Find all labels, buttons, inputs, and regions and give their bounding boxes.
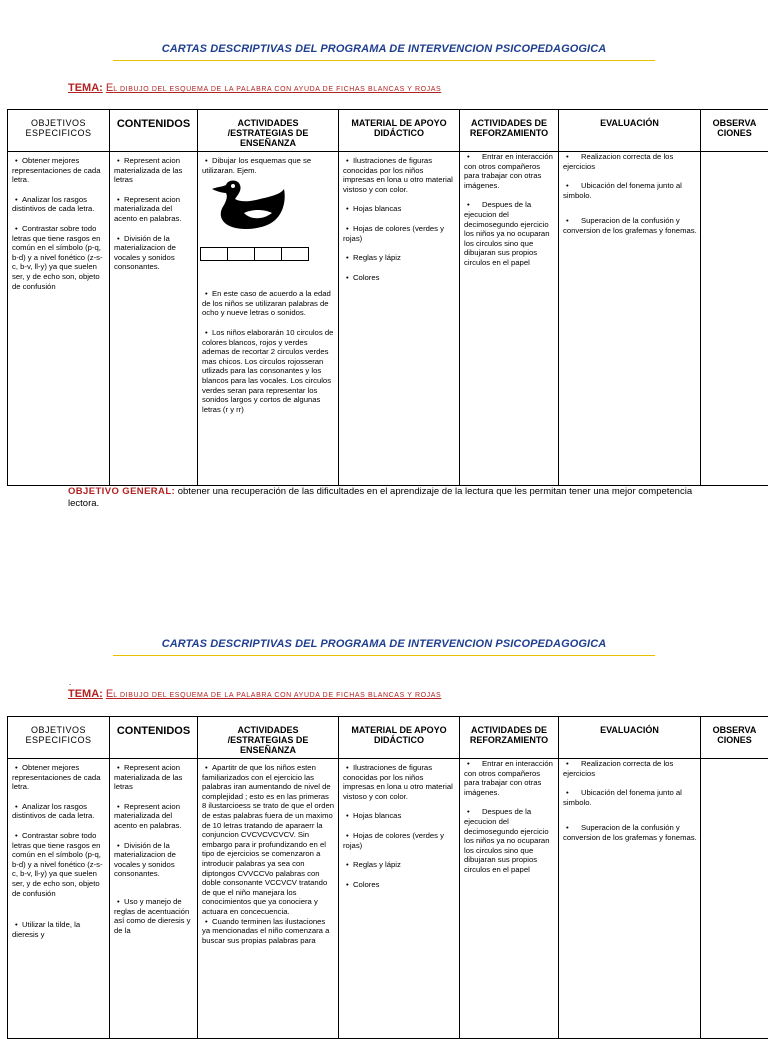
material-cell-2: • Ilustraciones de figuras conocidas por los niños impresas en lona u otro material vistoso y con color. • Hojas blancas • Hojas de colores (verdes y rojas) • Reglas y lápiz • Colores [339, 759, 460, 1039]
contenidos-cell-2: • Represent acion materializada de las letras • Represent acion materializada del acento en palabras. • División de la materializacion de vocales y sonidos consonantes. • Uso y manejo de reglas de acentuación así como de dieresis y de la [110, 759, 198, 1039]
header-contenidos-2: CONTENIDOS [110, 717, 198, 759]
refuerzo-cell: • Entrar en interacción con otros compañeros para trabajar con otras imágenes. • Despues de la ejecucion del decimosegundo ejercicio los niños ya no ocuparan los circulos sino que dibujaran sus propios circulos en el papel [460, 152, 559, 486]
header-refuerzo-2: ACTIVIDADES DE REFORZAMIENTO [460, 717, 559, 759]
tema-label-2: TEMA: [68, 688, 103, 700]
tema-text-2: L DIBUJO DEL ESQUEMA DE LA PALABRA CON AYUDA DE FICHAS BLANCAS Y ROJAS [113, 692, 441, 699]
header-objetivos-2: OBJETIVOS ESPECIFICOS [8, 717, 110, 759]
objetivos-cell-2: • Obtener mejores representaciones de cada letra. • Analizar los rasgos distintivos de cada letra. • Contrastar sobre todo letras que tiene rasgos en común en el símbolo (p-q, b-d) y a nivel fonético (z-s-c, b-v, ll-y) ya que suelen ser, y de echo son, objeto de confusión • Utilizar la tilde, la dieresis y [8, 759, 110, 1039]
header-observaciones: OBSERVA CIONES [701, 110, 768, 152]
evaluacion-cell: • Realizacion correcta de los ejercicios • Ubicación del fonema junto al simbolo. • Superacion de la confusión y conversion de los grafemas y fonemas. [559, 152, 701, 486]
stray-dot: . [69, 678, 71, 687]
title-underline [113, 60, 655, 61]
tema-text: L DIBUJO DEL ESQUEMA DE LA PALABRA CON AYUDA DE FICHAS BLANCAS Y ROJAS [113, 86, 441, 93]
title-underline-2 [113, 655, 655, 656]
tema-line-2 [68, 688, 441, 700]
header-evaluacion-2: EVALUACIÓN [559, 717, 701, 759]
tema-line [68, 82, 441, 94]
tema-initial-2: E [106, 688, 113, 700]
header-evaluacion: EVALUACIÓN [559, 110, 701, 152]
evaluacion-cell-2: • Realizacion correcta de los ejercicios • Ubicación del fonema junto al simbolo. • Superacion de la confusión y conversion de los grafemas y fonemas. [559, 759, 701, 1039]
header-contenidos: CONTENIDOS [110, 110, 198, 152]
header-objetivos: OBJETIVOS ESPECIFICOS [8, 110, 110, 152]
header-material: MATERIAL DE APOYO DIDÁCTICO [339, 110, 460, 152]
material-cell: • Ilustraciones de figuras conocidas por los niños impresas en lona u otro material vistoso y con color. • Hojas blancas • Hojas de colores (verdes y rojas) • Reglas y lápiz • Colores [339, 152, 460, 486]
observaciones-cell [701, 152, 768, 486]
header-actividades-2: ACTIVIDADES /ESTRATEGIAS DE ENSEÑANZA [198, 717, 339, 759]
document-title-2: CARTAS DESCRIPTIVAS DEL PROGRAMA DE INTERVENCION PSICOPEDAGOGICA [0, 638, 768, 650]
header-refuerzo: ACTIVIDADES DE REFORZAMIENTO [460, 110, 559, 152]
header-observaciones-2: OBSERVA CIONES [701, 717, 768, 759]
objetivo-general-text: obtener una recuperación de las dificultades en el aprendizaje de la lectura que les permitan tener una mejor competencia lectora. [68, 486, 692, 509]
tema-label: TEMA: [68, 82, 103, 94]
observaciones-cell-2 [701, 759, 768, 1039]
header-material-2: MATERIAL DE APOYO DIDÁCTICO [339, 717, 460, 759]
contenidos-cell: • Represent acion materializada de las letras • Represent acion materializada del acento en palabras. • División de la materializacion de vocales y sonidos consonantes. [110, 152, 198, 486]
word-scheme-boxes [200, 247, 335, 261]
actividades-cell-2: • Apartitr de que los niños esten familiarizados con el ejercicio las palabras iran aumentando de nivel de complejidad ; esto es en las primeras 8 ilustarcioess se trato de que el orden de estas palabras fuera de un maximo de 10 letras tratando de aparaerr la conjuncion CVCVCVCVCV. Sin embargo para ir profundizando en el tipo de ejercicios se comenzaron a introducir palabras ya sea con diptongos CVVCCVo palabras con doble consonante VCCVCV tratando de que el niño manejara los conocimientos que ya conociera y actuara en concecuencia. • Cuando terminen las ilustaciones ya mencionadas el niño comenzara a buscar sus propias palabras para [198, 759, 339, 1039]
descriptive-table-2 [7, 716, 768, 1039]
objetivos-cell: • Obtener mejores representaciones de cada letra. • Analizar los rasgos distintivos de cada letra. • Contrastar sobre todo letras que tiene rasgos en común en el símbolo (p-q, b-d) y a nivel fonético (z-s-c, b-v, ll-y) ya que suelen ser, y de echo son, objeto de confusión [8, 152, 110, 486]
objetivo-general-label: OBJETIVO GENERAL: [68, 486, 175, 497]
descriptive-table-1 [7, 109, 768, 486]
tema-initial: E [106, 82, 113, 94]
header-actividades: ACTIVIDADES /ESTRATEGIAS DE ENSEÑANZA [198, 110, 339, 152]
duck-image [208, 177, 288, 237]
document-title: CARTAS DESCRIPTIVAS DEL PROGRAMA DE INTERVENCION PSICOPEDAGOGICA [0, 43, 768, 55]
actividades-cell: • Dibujar los esquemas que se utilizaran. Ejem. • En este caso de acuerdo a la edad de los niños se utilizaran palabras de ocho y nueve letras o sonidos. • Los niños elaborarán 10 circulos de colores blancos, rojos y verdes ademas de recortar 2 circulos verdes mas chicos. Los circulos rojosseran utlizads para las consonantes y los blancos para las vocales. Los circulos verdes seran para representar los sonidos largos y cortos de algunas letras (r y rr) [198, 152, 339, 486]
refuerzo-cell-2: • Entrar en interacción con otros compañeros para trabajar con otras imágenes. • Despues de la ejecucion del decimosegundo ejercicio los niños ya no ocuparan los circulos sino que dibujaran sus propios circulos en el papel [460, 759, 559, 1039]
objetivo-general [68, 486, 708, 510]
